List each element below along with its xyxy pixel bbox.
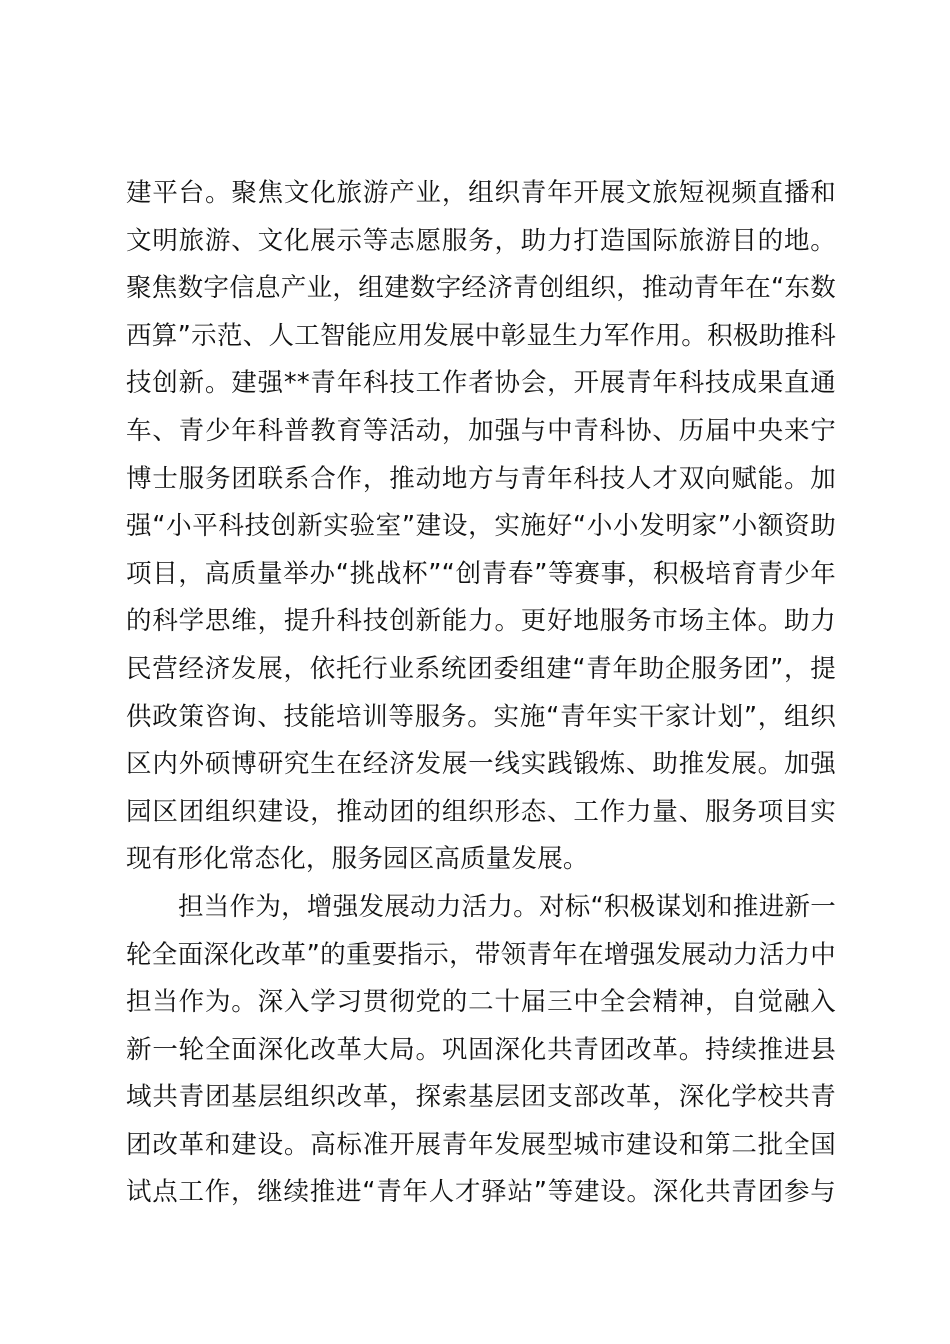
- text-line: 现有形化常态化，服务园区高质量发展。: [126, 844, 589, 875]
- text-line: 博士服务团联系合作，推动地方与青年科技人才双向赋能。加: [126, 463, 836, 494]
- text-line: 建平台。聚焦文化旅游产业，组织青年开展文旅短视频直播和: [126, 178, 836, 208]
- text-line: 担当作为，增强发展动力活力。对标“积极谋划和推进新一: [178, 891, 836, 922]
- text-line: 车、青少年科普教育等活动，加强与中青科协、历届中央来宁: [126, 415, 836, 446]
- paragraph-1: [126, 170, 836, 884]
- body-text: [126, 170, 836, 1217]
- text-line: 技创新。建强**青年科技工作者协会，开展青年科技成果直通: [126, 368, 836, 399]
- text-line: 区内外硕博研究生在经济发展一线实践锻炼、助推发展。加强: [126, 749, 836, 780]
- text-line: 聚焦数字信息产业，组建数字经济青创组织，推动青年在“东数: [126, 273, 836, 304]
- paragraph-2: [126, 884, 836, 1217]
- text-line: 担当作为。深入学习贯彻党的二十届三中全会精神，自觉融入: [126, 987, 836, 1018]
- text-line: 民营经济发展，依托行业系统团委组建“青年助企服务团”，提: [126, 653, 836, 684]
- text-line: 域共青团基层组织改革，探索基层团支部改革，深化学校共青: [126, 1082, 836, 1113]
- text-line: 供政策咨询、技能培训等服务。实施“青年实干家计划”，组织: [126, 701, 836, 732]
- text-line: 强“小平科技创新实验室”建设，实施好“小小发明家”小额资助: [126, 511, 836, 542]
- text-line: 团改革和建设。高标准开展青年发展型城市建设和第二批全国: [126, 1129, 836, 1160]
- text-line: 新一轮全面深化改革大局。巩固深化共青团改革。持续推进县: [126, 1034, 836, 1065]
- text-line: 的科学思维，提升科技创新能力。更好地服务市场主体。助力: [126, 606, 836, 637]
- text-line: 轮全面深化改革”的重要指示，带领青年在增强发展动力活力中: [126, 939, 836, 970]
- text-line: 项目，高质量举办“挑战杯”“创青春”等赛事，积极培育青少年: [126, 558, 836, 589]
- text-line: 园区团组织建设，推动团的组织形态、工作力量、服务项目实: [126, 796, 836, 827]
- text-line: 试点工作，继续推进“青年人才驿站”等建设。深化共青团参与: [126, 1177, 836, 1208]
- text-line: 西算”示范、人工智能应用发展中彰显生力军作用。积极助推科: [126, 320, 836, 351]
- text-line: 文明旅游、文化展示等志愿服务，助力打造国际旅游目的地。: [126, 225, 836, 256]
